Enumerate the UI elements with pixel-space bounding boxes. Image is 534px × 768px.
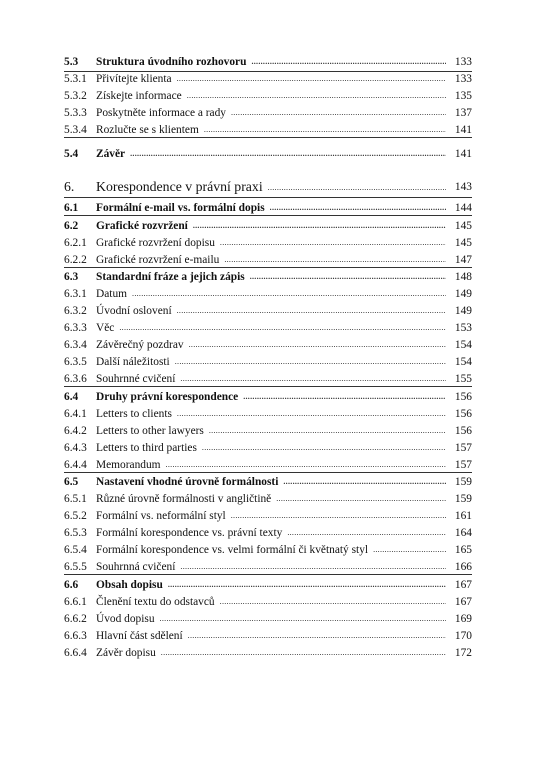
toc-entry-page: 170 [454,629,472,642]
toc-entry-subsection[interactable] [64,335,472,352]
toc-entry-title: Poskytněte informace a rady [96,107,226,120]
toc-entry-subsection[interactable] [64,626,472,643]
toc-entry-page: 156 [454,424,472,437]
toc-entry-page: 144 [454,202,472,215]
toc-entry-page: 157 [454,441,472,454]
toc-entry-number: 6.3.6 [64,373,87,386]
toc-entry-title: Úvod dopisu [96,612,155,625]
toc-entry-subsection[interactable] [64,421,472,438]
dot-leader [166,460,446,470]
toc-entry-number: 6.3 [64,270,79,283]
dot-leader [231,108,446,118]
dot-leader [193,221,446,231]
toc-entry-page: 147 [454,253,472,266]
toc-entry-section[interactable] [64,472,472,489]
dot-leader [177,409,446,419]
toc-entry-subsection[interactable] [64,523,472,540]
toc-entry-page: 169 [454,612,472,625]
toc-entry-title: Letters to clients [96,407,172,420]
toc-entry-number: 6.6.2 [64,612,87,625]
dot-leader [268,183,446,193]
toc-entry-title: Získejte informace [96,90,182,103]
dot-leader [189,340,446,350]
toc-entry-subsection[interactable] [64,540,472,557]
toc-entry-title: Korespondence v právní praxi [96,179,263,195]
toc-entry-title: Přivítejte klienta [96,73,172,86]
toc-entry-title: Grafické rozvržení dopisu [96,236,215,249]
toc-entry-number: 6.5.3 [64,527,87,540]
toc-entry-page: 167 [454,595,472,608]
dot-leader [160,614,446,624]
toc-entry-page: 165 [454,544,472,557]
dot-leader [180,562,446,572]
toc-entry-number: 6.3.1 [64,287,87,300]
toc-entry-title: Standardní fráze a jejich zápis [96,270,245,283]
dot-leader [119,323,446,333]
toc-entry-section[interactable] [64,215,472,232]
toc-entry-title: Obsah dopisu [96,578,163,591]
toc-entry-subsection[interactable] [64,609,472,626]
toc-entry-page: 145 [454,219,472,232]
toc-entry-title: Grafické rozvržení e-mailu [96,253,220,266]
toc-entry-number: 6.3.5 [64,356,87,369]
toc-entry-number: 6.2.1 [64,236,87,249]
toc-entry-subsection[interactable] [64,557,472,574]
toc-entry-number: 6.6 [64,578,79,591]
toc-entry-title: Formální korespondence vs. velmi formální či květnatý styl [96,544,369,557]
toc-entry-section[interactable] [64,386,472,403]
toc-entry-page: 154 [454,339,472,352]
toc-entry-number: 6.4.2 [64,424,87,437]
toc-entry-page: 135 [454,90,472,103]
toc-entry-number: 6.5.1 [64,493,87,506]
toc-entry-title: Letters to third parties [96,441,197,454]
toc-entry-number: 6.5.2 [64,510,87,523]
toc-entry-title: Další náležitosti [96,356,170,369]
toc-entry-number: 6.5.4 [64,544,87,557]
toc-entry-section[interactable] [64,267,472,284]
dot-leader [132,289,446,299]
toc-entry-number: 5.3.1 [64,73,87,86]
toc-entry-section[interactable] [64,195,472,215]
toc-entry-chapter[interactable] [64,161,472,195]
toc-entry-title: Členění textu do odstavců [96,595,215,608]
toc-entry-number: 6.3.4 [64,339,87,352]
toc-entry-title: Úvodní oslovení [96,305,172,318]
toc-entry-title: Struktura úvodního rozhovoru [96,56,247,69]
toc-entry-subsection[interactable] [64,643,472,660]
toc-entry-page: 133 [454,56,472,69]
toc-entry-subsection[interactable] [64,86,472,103]
toc-entry-subsection[interactable] [64,233,472,250]
dot-leader [187,91,446,101]
dot-leader [251,57,446,67]
toc-entry-section[interactable] [64,137,472,161]
toc-entry-title: Souhrnné cvičení [96,373,176,386]
toc-entry-number: 6.1 [64,202,79,215]
toc-entry-number: 6.2 [64,219,79,232]
dot-leader [161,648,446,658]
toc-entry-page: 149 [454,305,472,318]
dot-leader [204,125,446,135]
toc-entry-number: 6.6.4 [64,646,87,659]
toc-entry-subsection[interactable] [64,592,472,609]
toc-entry-page: 161 [454,510,472,523]
dot-leader [175,357,446,367]
toc-entry-title: Formální vs. neformální styl [96,510,226,523]
toc-entry-title: Druhy právní korespondence [96,390,239,403]
toc-entry-title: Různé úrovně formálnosti v angličtině [96,493,272,506]
dot-leader [202,443,446,453]
toc-entry-page: 172 [454,646,472,659]
toc-entry-number: 6.3.2 [64,305,87,318]
toc-entry-number: 6.2.2 [64,253,87,266]
dot-leader [180,374,446,384]
toc-entry-title: Nastavení vhodné úrovně formálnosti [96,475,279,488]
toc-entry-subsection[interactable] [64,250,472,267]
toc-entry-number: 5.3.4 [64,124,87,137]
dot-leader [224,255,446,265]
toc-entry-title: Závěr [96,148,126,161]
toc-entry-title: Formální korespondence vs. právní texty [96,527,283,540]
toc-entry-number: 6.4 [64,390,79,403]
toc-entry-number: 6. [64,179,75,195]
toc-entry-page: 137 [454,107,472,120]
toc-entry-number: 5.3.2 [64,90,87,103]
toc-entry-page: 156 [454,390,472,403]
toc-entry-title: Věc [96,322,115,335]
toc-entry-title: Letters to other lawyers [96,424,204,437]
toc-entry-number: 6.6.3 [64,629,87,642]
toc-entry-subsection[interactable] [64,438,472,455]
toc-entry-title: Datum [96,287,128,300]
toc-entry-subsection[interactable] [64,103,472,120]
toc-entry-page: 141 [454,148,472,161]
toc-entry-subsection[interactable] [64,489,472,506]
toc-entry-subsection[interactable] [64,120,472,137]
toc-entry-number: 6.4.4 [64,458,87,471]
dot-leader [243,392,446,402]
dot-leader [177,74,446,84]
dot-leader [188,631,446,641]
toc-entry-page: 159 [454,475,472,488]
dot-leader [270,203,446,213]
toc-entry-title: Závěr dopisu [96,646,156,659]
toc-entry-subsection[interactable] [64,318,472,335]
toc-entry-title: Rozlučte se s klientem [96,124,199,137]
toc-entry-number: 6.3.3 [64,322,87,335]
dot-leader [250,272,446,282]
toc-entry-number: 6.4.1 [64,407,87,420]
toc-entry-page: 149 [454,287,472,300]
toc-entry-page: 141 [454,124,472,137]
toc-entry-section[interactable] [64,574,472,591]
toc-entry-subsection[interactable] [64,69,472,86]
toc-entry-title: Závěrečný pozdrav [96,339,184,352]
toc-entry-title: Grafické rozvržení [96,219,188,232]
toc-entry-number: 6.5.5 [64,561,87,574]
toc-entry-subsection[interactable] [64,455,472,472]
toc-entry-subsection[interactable] [64,404,472,421]
toc-entry-title: Souhrnná cvičení [96,561,176,574]
dot-leader [130,149,446,159]
toc-entry-subsection[interactable] [64,352,472,369]
toc-entry-page: 157 [454,458,472,471]
toc-entry-page: 153 [454,322,472,335]
toc-entry-number: 6.6.1 [64,595,87,608]
toc-entry-page: 164 [454,527,472,540]
dot-leader [220,238,446,248]
toc-entry-page: 156 [454,407,472,420]
dot-leader [231,511,446,521]
dot-leader [276,494,446,504]
table-of-contents [64,52,472,660]
toc-entry-number: 6.5 [64,475,79,488]
dot-leader [283,477,446,487]
toc-entry-page: 154 [454,356,472,369]
toc-entry-number: 5.3 [64,56,79,69]
toc-entry-page: 167 [454,578,472,591]
dot-leader [168,580,446,590]
toc-entry-page: 148 [454,270,472,283]
toc-entry-page: 133 [454,73,472,86]
toc-entry-page: 159 [454,493,472,506]
toc-entry-page: 166 [454,561,472,574]
toc-entry-page: 155 [454,373,472,386]
toc-entry-title: Memorandum [96,458,161,471]
toc-entry-title: Formální e-mail vs. formální dopis [96,202,265,215]
toc-entry-number: 5.3.3 [64,107,87,120]
toc-entry-page: 143 [454,181,472,194]
toc-entry-title: Hlavní část sdělení [96,629,183,642]
dot-leader [209,426,446,436]
toc-entry-subsection[interactable] [64,369,472,386]
toc-entry-subsection[interactable] [64,301,472,318]
toc-entry-number: 5.4 [64,148,79,161]
toc-entry-page: 145 [454,236,472,249]
dot-leader [373,545,446,555]
dot-leader [220,597,446,607]
toc-entry-section[interactable] [64,52,472,69]
toc-entry-number: 6.4.3 [64,441,87,454]
dot-leader [177,306,446,316]
toc-entry-subsection[interactable] [64,506,472,523]
dot-leader [287,528,446,538]
toc-entry-subsection[interactable] [64,284,472,301]
